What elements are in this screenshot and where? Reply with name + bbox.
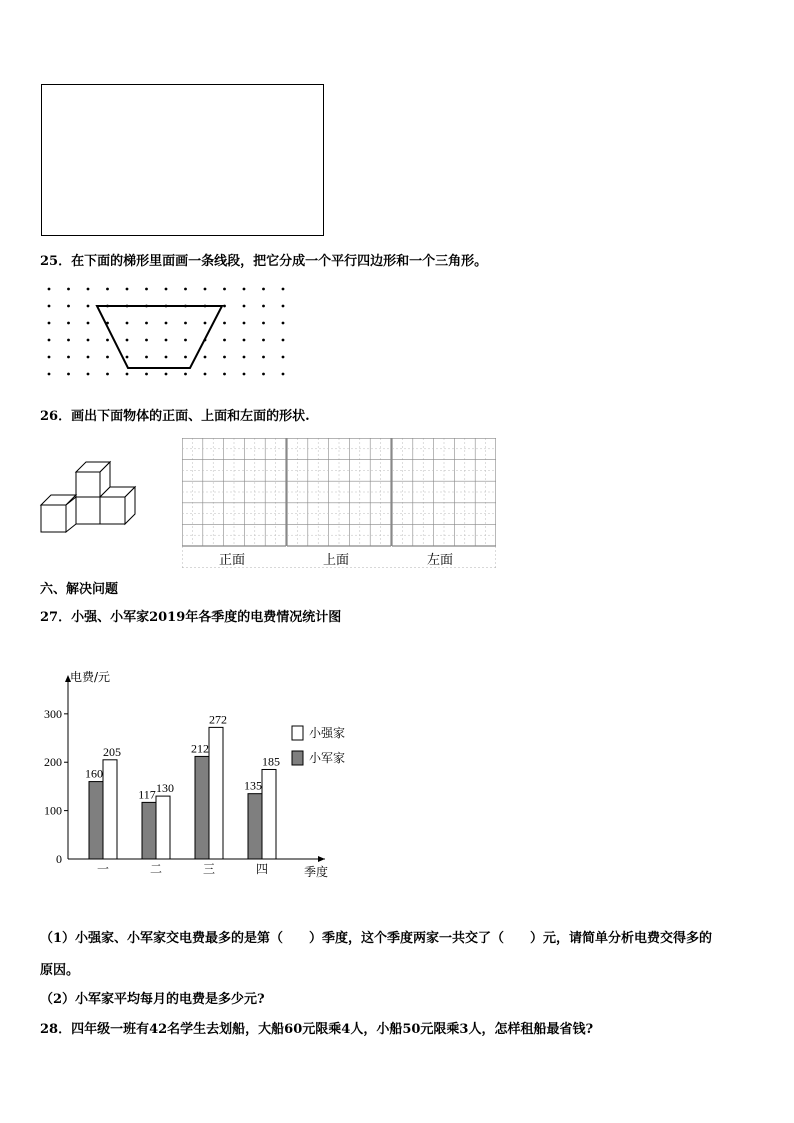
grid-dot [87,339,90,342]
grid-dot [204,373,207,376]
category-label: 一 [96,862,110,876]
label-front: 正面 [219,553,246,568]
bar-value-label: 130 [156,781,174,796]
grid-dot [126,356,129,359]
category-label: 三 [202,862,216,876]
bar [142,802,156,859]
y-tick-label: 0 [56,852,62,866]
grid-dot [126,322,129,325]
category-label: 四 [255,862,269,876]
grid-dot [243,373,246,376]
electricity-bar-chart [40,662,370,892]
grid-dot [145,373,148,376]
grid-dot [243,322,246,325]
grid-dot [145,322,148,325]
dot-grid [48,288,285,376]
grid-dot [48,373,51,376]
grid-dot [184,339,187,342]
grid-dot [282,305,285,308]
chart-legend [292,725,345,765]
dot-grid-trapezoid [40,283,290,388]
grid-dot [165,373,168,376]
grid-dot [262,288,265,291]
section-6-heading: 六、解决问题 [40,582,119,597]
x-axis-arrow [318,856,325,862]
question-26: 26．画出下面物体的正面、上面和左面的形状. [40,409,310,424]
grid-dot [243,356,246,359]
grid-dot [262,339,265,342]
grid-dot [67,373,70,376]
grid-dot [204,322,207,325]
bar [89,782,103,859]
bar-value-label: 272 [209,712,227,727]
grid-dot [48,339,51,342]
grid-dot [106,339,109,342]
bar [209,727,223,859]
category-label: 二 [149,862,163,876]
view-grids [182,438,496,568]
answer-box [41,84,324,236]
grid-dot [106,373,109,376]
grid-dot [87,356,90,359]
y-tick-label: 300 [44,706,62,721]
grid-dot [243,288,246,291]
x-axis-label: 季度 [304,865,329,879]
grid-dot [106,288,109,291]
question-27: 27．小强、小军家2019年各季度的电费情况统计图 [40,610,342,625]
grid-dot [165,288,168,291]
y-tick-label: 100 [44,803,62,818]
label-top: 上面 [323,553,350,568]
grid-dot [87,288,90,291]
legend-label: 小军家 [309,751,346,765]
grid-dot [67,288,70,291]
grid-dot [87,373,90,376]
grid-dot [243,305,246,308]
grid-dot [282,373,285,376]
grid-dot [48,305,51,308]
bar-value-label: 212 [191,741,209,756]
grid-dot [184,288,187,291]
grid-dot [67,322,70,325]
legend-swatch [292,726,303,740]
grid-dot [165,339,168,342]
grid-dot [126,339,129,342]
question-25: 25．在下面的梯形里面画一条线段，把它分成一个平行四边形和一个三角形。 [40,254,488,269]
grid-dot [48,356,51,359]
grid-dot [145,288,148,291]
bar [103,760,117,859]
y-tick-label: 200 [44,755,62,770]
grid-dot [282,322,285,325]
question-27-part-1-line-1: （1）小强家、小军家交电费最多的是第（ ）季度，这个季度两家一共交了（ ）元，请简单分析电费交得多的 [40,931,713,946]
bar-value-label: 185 [262,754,280,769]
question-28: 28．四年级一班有42名学生去划船，大船60元限乘4人，小船50元限乘3人，怎样租船最省钱? [40,1022,594,1037]
grid-dot [223,373,226,376]
bar-value-label: 117 [138,787,156,802]
grid-dot [262,373,265,376]
grid-dot [243,339,246,342]
grid-dot [67,339,70,342]
question-27-part-1-line-2: 原因。 [40,963,80,978]
grid-dot [184,373,187,376]
grid-dot [87,305,90,308]
grid-dot [106,356,109,359]
bar [156,796,170,859]
grid-dot [67,305,70,308]
grid-dot [126,288,129,291]
grid-dot [262,356,265,359]
bar-value-label: 160 [85,766,103,781]
question-27-part-2: （2）小军家平均每月的电费是多少元? [40,992,265,1007]
bar [262,769,276,859]
grid-dot [48,288,51,291]
grid-dot [223,288,226,291]
grid-dot [282,288,285,291]
trapezoid [97,306,222,368]
y-axis-label: 电费/元 [70,670,111,684]
grid-dot [262,305,265,308]
legend-label: 小强家 [309,726,346,740]
grid-dot [145,339,148,342]
cube-stack-figure [38,460,140,534]
grid-dot [145,356,148,359]
grid-dot [262,322,265,325]
grid-dot [204,288,207,291]
grid-dot [67,356,70,359]
grid-dot [48,322,51,325]
grid-dot [165,356,168,359]
legend-swatch [292,751,303,765]
grid-dot [223,339,226,342]
bar-value-label: 135 [244,778,262,793]
grid-dot [223,356,226,359]
grid-dot [184,322,187,325]
grid-dot [165,322,168,325]
grid-dot [87,322,90,325]
grid-dot [282,339,285,342]
grid-dot [223,322,226,325]
bar-value-label: 205 [103,744,121,759]
bar [248,794,262,859]
grid-dot [204,356,207,359]
bar [195,756,209,859]
label-left: 左面 [427,553,454,568]
grid-dot [126,373,129,376]
grid-dot [184,356,187,359]
grid-dot [282,356,285,359]
